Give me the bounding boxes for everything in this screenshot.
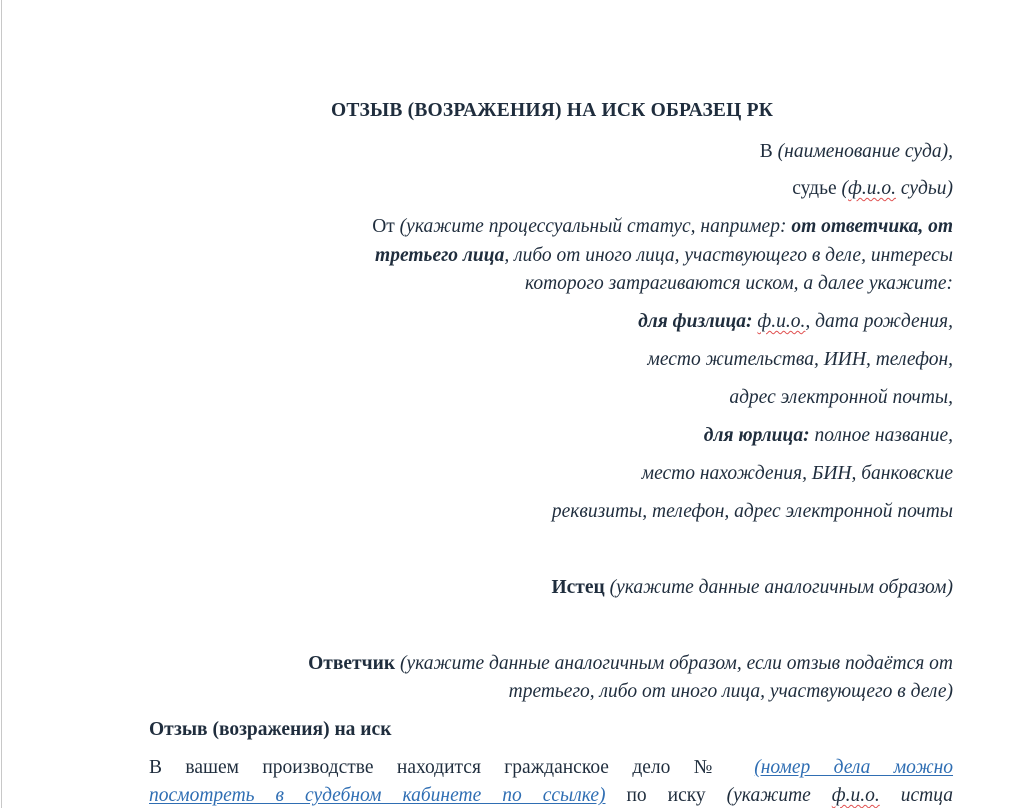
body-line1-text: В вашем производстве находится гражданское дело № — [149, 757, 731, 778]
from-hint-3: которого затрагиваются иском, а далее укажите: — [524, 273, 953, 294]
body-line2-hint-open: (укажите — [726, 785, 832, 806]
body-line2-text: по иску — [605, 785, 727, 806]
legal-line-3: реквизиты, телефон, адрес электронной почты — [551, 501, 953, 522]
legal-label: для юрлица: — [703, 425, 810, 446]
court-cabinet-link[interactable]: посмотреть в судебном кабинете по ссылке) — [149, 785, 606, 806]
judge-hint-open: ( — [841, 178, 849, 199]
body-line2-fio: ф.и.о. — [831, 785, 880, 806]
judge-prefix: судье — [792, 178, 837, 199]
individual-line-2: место жительства, ИИН, телефон, — [647, 349, 953, 370]
judge-hint-close: судьи) — [896, 178, 953, 199]
from-line-2 — [375, 244, 953, 268]
individual-label: для физлица: — [638, 311, 753, 332]
defendant-hint-1: (укажите данные аналогичным образом, если отзыв подаётся от — [399, 653, 953, 674]
individual-line-3: адрес электронной почты, — [729, 387, 953, 408]
body-line-1 — [149, 756, 953, 780]
legal-rest: полное название, — [809, 425, 953, 446]
judge-fio: ф.и.о. — [848, 178, 897, 199]
from-prefix: От — [372, 216, 395, 237]
from-line-1 — [372, 215, 953, 239]
document-title: ОТЗЫВ (ВОЗРАЖЕНИЯ) НА ИСК ОБРАЗЕЦ РК — [330, 100, 774, 121]
case-number-link[interactable]: (номер дела можно — [754, 757, 954, 778]
from-hint-1: (укажите процессуальный статус, например: — [399, 216, 787, 237]
legal-line-1 — [704, 424, 953, 448]
court-prefix: В — [759, 141, 773, 162]
defendant-label: Ответчик — [308, 653, 396, 674]
plaintiff-line — [551, 576, 953, 600]
section-heading: Отзыв (возражения) на иск — [149, 719, 392, 740]
plaintiff-hint: (укажите данные аналогичным образом) — [609, 577, 953, 598]
court-hint: (наименование суда), — [777, 141, 953, 162]
defendant-line-2: третьего, либо от иного лица, участвующего в деле) — [508, 681, 953, 702]
from-bold-2: третьего лица — [375, 245, 505, 266]
court-line — [760, 140, 953, 164]
judge-line — [792, 177, 953, 201]
legal-line-2: место нахождения, БИН, банковские — [641, 463, 953, 484]
individual-rest: , дата рождения, — [805, 311, 953, 332]
from-bold-1: от ответчика, от — [791, 216, 953, 237]
body-line-2 — [149, 784, 953, 808]
plaintiff-label: Истец — [551, 577, 605, 598]
defendant-line-1 — [308, 652, 953, 676]
body-line2-hint-tail: истца — [879, 785, 953, 806]
individual-line-1 — [638, 310, 953, 334]
from-line-3 — [525, 272, 953, 296]
from-hint-2: , либо от иного лица, участвующего в деле, интересы — [504, 245, 953, 266]
individual-fio: ф.и.о. — [757, 311, 806, 332]
